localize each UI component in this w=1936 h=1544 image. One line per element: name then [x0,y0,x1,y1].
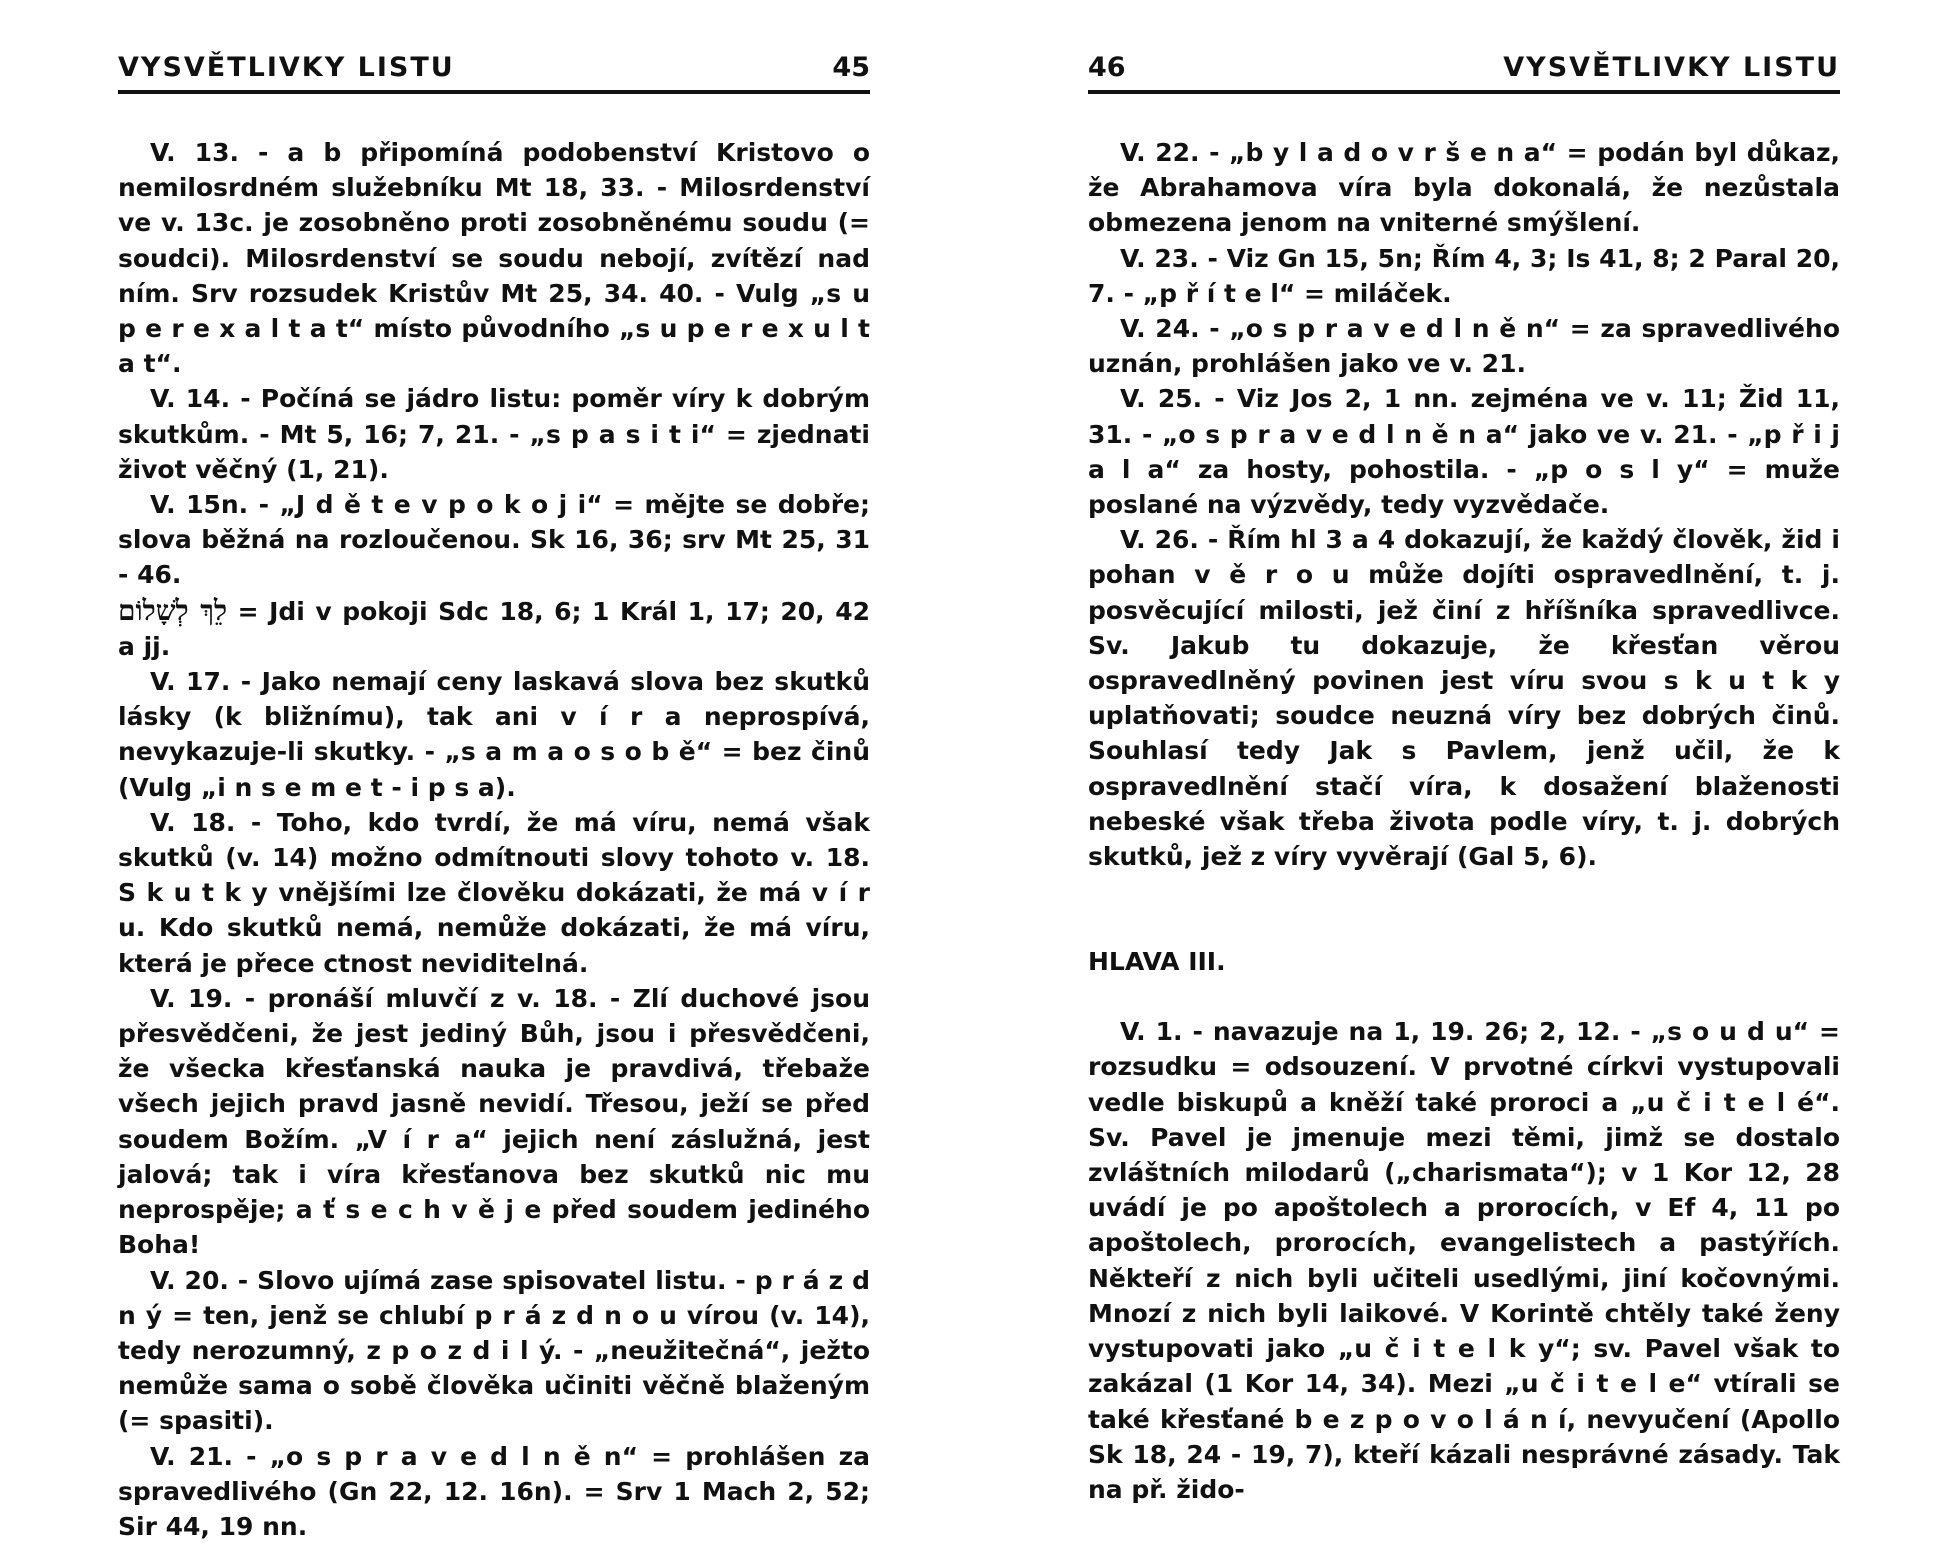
right-page [1088,0,1840,1504]
note-paragraph: V. 15n. - „J d ě t e v p o k o j i“ = mějte se dobře; slova běžná na rozloučenou. Sk 16, 36; srv Mt 25, 31 - 46. [118,490,870,590]
note-paragraph: V. 21. - „o s p r a v e d l n ě n“ = prohlášen za spravedlivého (Gn 22, 12. 16n). = Srv 1 Mach 2, 52; Sir 44, 19 nn. [118,1441,870,1541]
note-paragraph: V. 24. - „o s p r a v e d l n ě n“ = za spravedlivého uznán, prohlášen jako ve v. 21. [1088,314,1840,379]
note-paragraph: V. 25. - Viz Jos 2, 1 nn. zejména ve v. 11; Žid 11, 31. - „o s p r a v e d l n ě n a“ jako ve v. 21. - „p ř i j a l a“ za hosty, pohostila. - „p o s l y“ = muže poslané na výzvědy, tedy vyzvědače. [1088,384,1840,520]
note-paragraph: V. 18. - Toho, kdo tvrdí, že má víru, nemá však skutků (v. 14) možno odmítnouti slovy tohoto v. 18. S k u t k y vnějšími lze člověku dokázati, že má v í r u. Kdo skutků nemá, nemůže dokázati, že má víru, která je přece ctnost neviditelná. [118,807,870,978]
note-paragraph: V. 1. - navazuje na 1, 19. 26; 2, 12. - „s o u d u“ = rozsudku = odsouzení. V prvotné církvi vystupovali vedle biskupů a kněží také proroci a „u č i t e l é“. Sv. Pavel je jmenuje mezi těmi, jimž se dostalo zvláštních milodarů („charismata“); v 1 Kor 12, 28 uvádí je po apoštolech a prorocích, v Ef 4, 11 po apoštolech, prorocích, evangelistech a pastýřích. Někteří z nich byli učiteli usedlými, jiní kočovnými. Mnozí z nich byli laikové. V Korintě chtěly také ženy vystupovati jako „u č i t e l k y“; sv. Pavel však to zakázal (1 Kor 14, 34). Mezi „u č i t e l e“ vtírali se také křesťané b e z p o v o l á n í, nevyučení (Apollo Sk 18, 24 - 19, 7), kteří kázali nesprávné zásady. Tak na př. žido- [1088,1017,1840,1504]
page-number: 45 [832,52,870,83]
page-body [118,135,870,1544]
hebrew-line [118,593,870,664]
running-head [1088,52,1840,94]
note-paragraph: V. 22. - „b y l a d o v r š e n a“ = podán byl důkaz, že Abrahamova víra byla dokonalá, že nezůstala obmezena jenom na vniterné smýšlení. [1088,138,1840,238]
hebrew-text: לֵךְ לְשָׁלוֹם [118,593,228,627]
note-paragraph: V. 20. - Slovo ujímá zase spisovatel listu. - p r á z d n ý = ten, jenž se chlubí p r á z d n o u vírou (v. 14), tedy nerozumný, z p o z d i l ý. - „neužitečná“, ježto nemůže sama o sobě člověka učiniti věčně blaženým (= spasiti). [118,1265,870,1436]
left-page [118,0,870,1541]
page-body [1088,135,1840,1507]
section-gap [1088,979,1840,1014]
note-paragraph: V. 17. - Jako nemají ceny laskavá slova bez skutků lásky (k bližnímu), tak ani v í r a neprospívá, nevykazuje-li skutky. - „s a m a o s o b ě“ = bez činů (Vulg „i n s e m e t - i p s a). [118,667,870,802]
note-paragraph: V. 23. - Viz Gn 15, 5n; Řím 4, 3; Is 41, 8; 2 Paral 20, 7. - „p ř í t e l“ = miláček. [1088,243,1840,308]
note-paragraph: V. 14. - Počíná se jádro listu: poměr víry k dobrým skutkům. - Mt 5, 16; 7, 21. - „s p a s i t i“ = zjednati život věčný (1, 21). [118,384,870,484]
running-head [118,52,870,94]
note-paragraph: V. 13. - a b připomíná podobenství Kristovo o nemilosrdném služebníku Mt 18, 33. - Milosrdenství ve v. 13c. je zosobněno proti zosobněnému soudu (= soudci). Milosrdenství se soudu nebojí, zvítězí nad ním. Srv rozsudek Kristův Mt 25, 34. 40. - Vulg „s u p e r e x a l t a t“ místo původního „s u p e r e x u l t a t“. [118,138,870,379]
running-head-title: VYSVĚTLIVKY LISTU [1503,52,1840,83]
chapter-heading: HLAVA III. [1088,947,1226,977]
page-number: 46 [1088,52,1126,83]
note-paragraph: V. 26. - Řím hl 3 a 4 dokazují, že každý člověk, žid i pohan v ě r o u může dojíti ospravedlnění, t. j. posvěcující milosti, jež činí z hříšníka spravedlivce. Sv. Jakub tu dokazuje, že křesťan věrou ospravedlněný povinen jest víru svou s k u t k y uplatňovati; soudce neuzná víry bez dobrých činů. Souhlasí tedy Jak s Pavlem, jenž učil, že k ospravedlnění stačí víra, k dosažení blaženosti nebeské však třeba života podle víry, t. j. dobrých skutků, jež z víry vyvěrají (Gal 5, 6). [1088,525,1840,872]
hebrew-gloss: = Jdi v pokoji Sdc 18, 6; 1 Král 1, 17; 20, 42 a jj. [118,596,870,661]
note-paragraph: V. 19. - pronáší mluvčí z v. 18. - Zlí duchové jsou přesvědčeni, že jest jediný Bůh, jsou i přesvědčeni, že všecka křesťanská nauka je pravdivá, třebaže všech jejich pravd jasně nevidí. Třesou, ježí se před soudem Božím. „V í r a“ jejich není záslužná, jest jalová; tak i víra křesťanova bez skutků nic mu neprospěje; a ť s e c h v ě j e před soudem jediného Boha! [118,983,870,1260]
section-gap [1088,874,1840,944]
running-head-title: VYSVĚTLIVKY LISTU [118,52,455,83]
